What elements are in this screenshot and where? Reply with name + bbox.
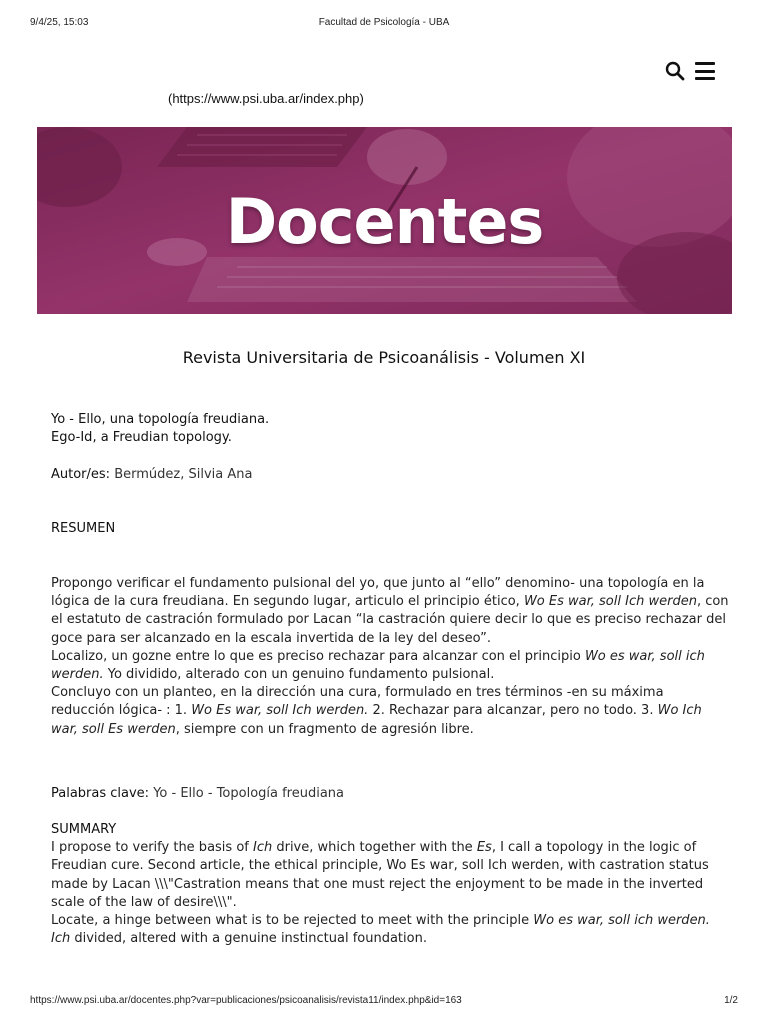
summary-paragraph: Locate, a hinge between what is to be rejected to meet with the principle Wo es war, soll ich werden. Ich divided, altered with a genuine instinctual foundation.: [51, 913, 710, 947]
keywords-label: Palabras clave:: [51, 786, 150, 801]
print-page-number: 1/2: [724, 995, 738, 1006]
article-title-en: Ego-Id, a Freudian topology.: [51, 430, 232, 446]
keywords-value: Yo - Ello - Topología freudiana: [153, 786, 345, 801]
keywords: [51, 785, 731, 803]
authors-value: Bermúdez, Silvia Ana: [114, 467, 253, 482]
menu-icon[interactable]: [695, 61, 715, 81]
authors-label: Autor/es:: [51, 467, 111, 482]
resumen-paragraph: Propongo verificar el fundamento pulsional del yo, que junto al “ello” denomino- una topología en la lógica de la cura freudiana. En segundo lugar, articulo el principio ético, Wo Es war, soll Ich werden, con el estatuto de castración formulado por Lacan “la castración quiere decir lo que es preciso rechazar del goce para ser alcanzado en la escala invertida de la ley del deseo”.: [51, 576, 729, 646]
summary-section: [51, 821, 731, 948]
resumen-text: [51, 575, 731, 739]
article-titles: [51, 411, 731, 447]
journal-title: Revista Universitaria de Psicoanálisis - Volumen XI: [182, 348, 586, 367]
summary-heading: SUMMARY: [51, 822, 117, 837]
article-title-es: Yo - Ello, una topología freudiana.: [51, 412, 270, 427]
article-authors: [51, 466, 731, 484]
summary-paragraph: I propose to verify the basis of Ich drive, which together with the Es, I call a topology in the logic of Freudian cure. Second article, the ethical principle, Wo Es war, soll Ich werden, with castration status made by Lacan \\\"Castration means that one must reject the enjoyment to be made in the inverted scale of the law of desire\\\".: [51, 840, 709, 910]
print-datetime: 9/4/25, 15:03: [30, 17, 89, 28]
search-icon[interactable]: [665, 61, 685, 81]
resumen-heading: RESUMEN: [51, 521, 116, 536]
docentes-banner: [37, 127, 732, 314]
banner-title: Docentes: [225, 185, 544, 258]
home-link[interactable]: (https://www.psi.uba.ar/index.php): [168, 91, 364, 106]
resumen-paragraph: Concluyo con un planteo, en la dirección una cura, formulado en tres términos -en su máxima reducción lógica- : 1. Wo Es war, soll Ich werden. 2. Rechazar para alcanzar, pero no todo. 3. Wo Ich war, soll Es werden, siempre con un fragmento de agresión libre.: [51, 685, 702, 737]
print-footer: [0, 995, 768, 1009]
resumen-paragraph: Localizo, un gozne entre lo que es preciso rechazar para alcanzar con el principio Wo es war, soll ich werden. Yo dividido, alterado con un genuino fundamento pulsional.: [51, 648, 705, 683]
print-page-title: Facultad de Psicología - UBA: [318, 17, 450, 28]
print-header: [0, 17, 768, 31]
header-actions: [662, 58, 722, 84]
print-url: https://www.psi.uba.ar/docentes.php?var=publicaciones/psicoanalisis/revista11/index.php&id=163: [30, 995, 462, 1006]
